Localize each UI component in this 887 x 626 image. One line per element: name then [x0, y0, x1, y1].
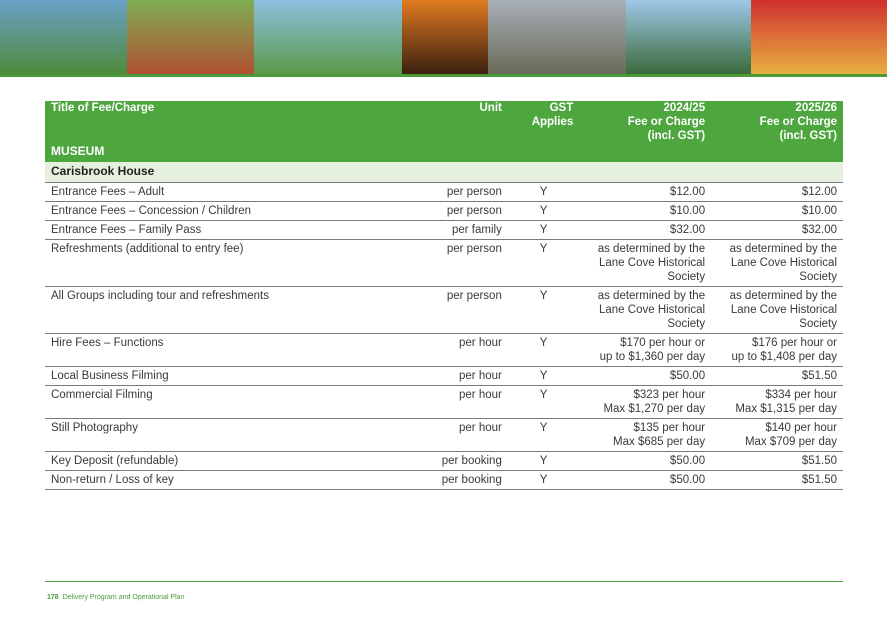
fee-2025-26-line: Society	[799, 271, 837, 283]
fee-title: Refreshments (additional to entry fee)	[45, 240, 417, 287]
fee-title: Commercial Filming	[45, 386, 417, 419]
fee-2025-26-line: $51.50	[801, 455, 837, 467]
kookaburra-sunset-photo	[402, 0, 488, 74]
fee-2024-25-line: Lane Cove Historical	[599, 304, 706, 316]
fee-unit: per person	[417, 183, 508, 202]
section-title: MUSEUM	[45, 143, 843, 162]
fee-2024-25-line: as determined by the	[597, 290, 706, 302]
fee-2025-26	[711, 287, 843, 334]
fee-2025-26-line: as determined by the	[729, 290, 837, 302]
fee-2025-26	[711, 386, 843, 419]
header-y1-line-3: (incl. GST)	[647, 130, 706, 142]
fee-2025-26-line: Max $1,315 per day	[735, 403, 837, 415]
fee-gst: Y	[508, 240, 579, 287]
fee-unit: per booking	[417, 471, 508, 490]
table-row	[45, 386, 843, 419]
fee-title: Entrance Fees – Concession / Children	[45, 202, 417, 221]
fee-title: Entrance Fees – Family Pass	[45, 221, 417, 240]
header-y2-line-2: Fee or Charge	[759, 116, 837, 128]
table-row	[45, 471, 843, 490]
header-title: Title of Fee/Charge	[51, 102, 155, 114]
subsection-title: Carisbrook House	[45, 162, 843, 183]
pavilion-photo	[0, 0, 127, 74]
header-gst	[508, 101, 579, 143]
fee-2024-25	[579, 183, 711, 202]
fee-gst: Y	[508, 367, 579, 386]
fee-title: Non-return / Loss of key	[45, 471, 417, 490]
fee-2024-25-line: $32.00	[669, 224, 706, 236]
fee-unit: per person	[417, 287, 508, 334]
festival-dragon-photo	[751, 0, 887, 74]
header-unit: Unit	[479, 102, 502, 114]
fee-2025-26	[711, 240, 843, 287]
subsection-row	[45, 162, 843, 183]
fee-2024-25	[579, 287, 711, 334]
fee-2025-26-line: Lane Cove Historical	[730, 257, 837, 269]
fee-2025-26-line: $51.50	[801, 474, 837, 486]
fee-2025-26-line: Lane Cove Historical	[730, 304, 837, 316]
table-row	[45, 334, 843, 367]
page-footer	[47, 594, 184, 601]
fee-gst: Y	[508, 471, 579, 490]
fee-2024-25	[579, 471, 711, 490]
table-row	[45, 183, 843, 202]
fee-2025-26-line: $12.00	[801, 186, 837, 198]
fee-2024-25-line: Max $1,270 per day	[603, 403, 706, 415]
fee-2024-25	[579, 386, 711, 419]
street-scene-photo	[488, 0, 626, 74]
fee-2024-25	[579, 452, 711, 471]
fee-unit: per family	[417, 221, 508, 240]
fee-gst: Y	[508, 202, 579, 221]
fees-table	[45, 101, 843, 490]
fee-2024-25-line: Max $685 per day	[613, 436, 706, 448]
table-row	[45, 221, 843, 240]
fee-title: Hire Fees – Functions	[45, 334, 417, 367]
fee-2024-25-line: up to $1,360 per day	[599, 351, 706, 363]
fee-2025-26-line: $176 per hour or	[751, 337, 837, 349]
fee-title: All Groups including tour and refreshments	[45, 287, 417, 334]
table-row	[45, 287, 843, 334]
fee-2025-26-line: $140 per hour	[765, 422, 837, 434]
table-row	[45, 419, 843, 452]
fee-2024-25	[579, 221, 711, 240]
fee-2024-25	[579, 240, 711, 287]
fee-2024-25	[579, 419, 711, 452]
fee-2025-26	[711, 367, 843, 386]
photo-banner	[0, 0, 887, 76]
fee-2024-25-line: $50.00	[669, 370, 706, 382]
fee-2024-25-line: as determined by the	[597, 243, 706, 255]
fee-gst: Y	[508, 334, 579, 367]
header-y1-line-1: 2024/25	[663, 102, 706, 114]
fee-gst: Y	[508, 419, 579, 452]
section-row	[45, 143, 843, 162]
river-kayak-photo	[626, 0, 751, 74]
fee-2025-26-line: Max $709 per day	[744, 436, 837, 448]
table-row	[45, 452, 843, 471]
fee-2024-25-line: $50.00	[669, 474, 706, 486]
fee-2025-26-line: as determined by the	[729, 243, 837, 255]
fee-unit: per hour	[417, 334, 508, 367]
fee-gst: Y	[508, 386, 579, 419]
fee-2024-25-line: Lane Cove Historical	[599, 257, 706, 269]
fee-2025-26	[711, 202, 843, 221]
document-title: Delivery Program and Operational Plan	[62, 594, 185, 601]
fee-gst: Y	[508, 452, 579, 471]
table-row	[45, 240, 843, 287]
page-number: 178	[47, 594, 59, 601]
header-gst-line-2: Applies	[531, 116, 574, 128]
fee-2025-26-line: Society	[799, 318, 837, 330]
fee-2025-26-line: $334 per hour	[765, 389, 837, 401]
fee-title: Entrance Fees – Adult	[45, 183, 417, 202]
table-header-row	[45, 101, 843, 143]
fee-gst: Y	[508, 287, 579, 334]
fee-2025-26	[711, 334, 843, 367]
header-y2-line-1: 2025/26	[795, 102, 837, 114]
table-row	[45, 202, 843, 221]
fee-title: Key Deposit (refundable)	[45, 452, 417, 471]
fee-title: Local Business Filming	[45, 367, 417, 386]
fee-gst: Y	[508, 221, 579, 240]
fee-unit: per hour	[417, 419, 508, 452]
fee-2024-25	[579, 367, 711, 386]
header-2024-25	[579, 101, 711, 143]
header-2025-26	[711, 101, 843, 143]
table-row	[45, 367, 843, 386]
fee-2024-25-line: Society	[667, 318, 706, 330]
fee-2025-26	[711, 183, 843, 202]
fee-2024-25-line: $323 per hour	[633, 389, 706, 401]
outdoor-yoga-photo	[254, 0, 402, 74]
fee-2025-26-line: up to $1,408 per day	[731, 351, 837, 363]
header-gst-line-1: GST	[549, 102, 574, 114]
fee-2025-26	[711, 419, 843, 452]
fee-2025-26	[711, 221, 843, 240]
fee-2025-26	[711, 452, 843, 471]
fee-gst: Y	[508, 183, 579, 202]
fee-2024-25-line: $50.00	[669, 455, 706, 467]
fee-2024-25-line: $135 per hour	[633, 422, 706, 434]
banner-divider	[0, 74, 887, 77]
fee-2025-26-line: $32.00	[801, 224, 837, 236]
footer-divider	[45, 581, 843, 582]
fee-2024-25	[579, 202, 711, 221]
fee-title: Still Photography	[45, 419, 417, 452]
header-y2-line-3: (incl. GST)	[779, 130, 837, 142]
fee-unit: per hour	[417, 367, 508, 386]
fee-2025-26-line: $10.00	[801, 205, 837, 217]
fee-2024-25-line: $170 per hour or	[620, 337, 706, 349]
dog-agility-photo	[127, 0, 254, 74]
fee-2024-25-line: Society	[667, 271, 706, 283]
fee-2024-25-line: $12.00	[669, 186, 706, 198]
fee-unit: per hour	[417, 386, 508, 419]
header-y1-line-2: Fee or Charge	[627, 116, 706, 128]
fee-unit: per person	[417, 240, 508, 287]
fee-2025-26	[711, 471, 843, 490]
fee-2024-25	[579, 334, 711, 367]
fee-2025-26-line: $51.50	[801, 370, 837, 382]
fee-unit: per booking	[417, 452, 508, 471]
fee-2024-25-line: $10.00	[669, 205, 706, 217]
fee-unit: per person	[417, 202, 508, 221]
